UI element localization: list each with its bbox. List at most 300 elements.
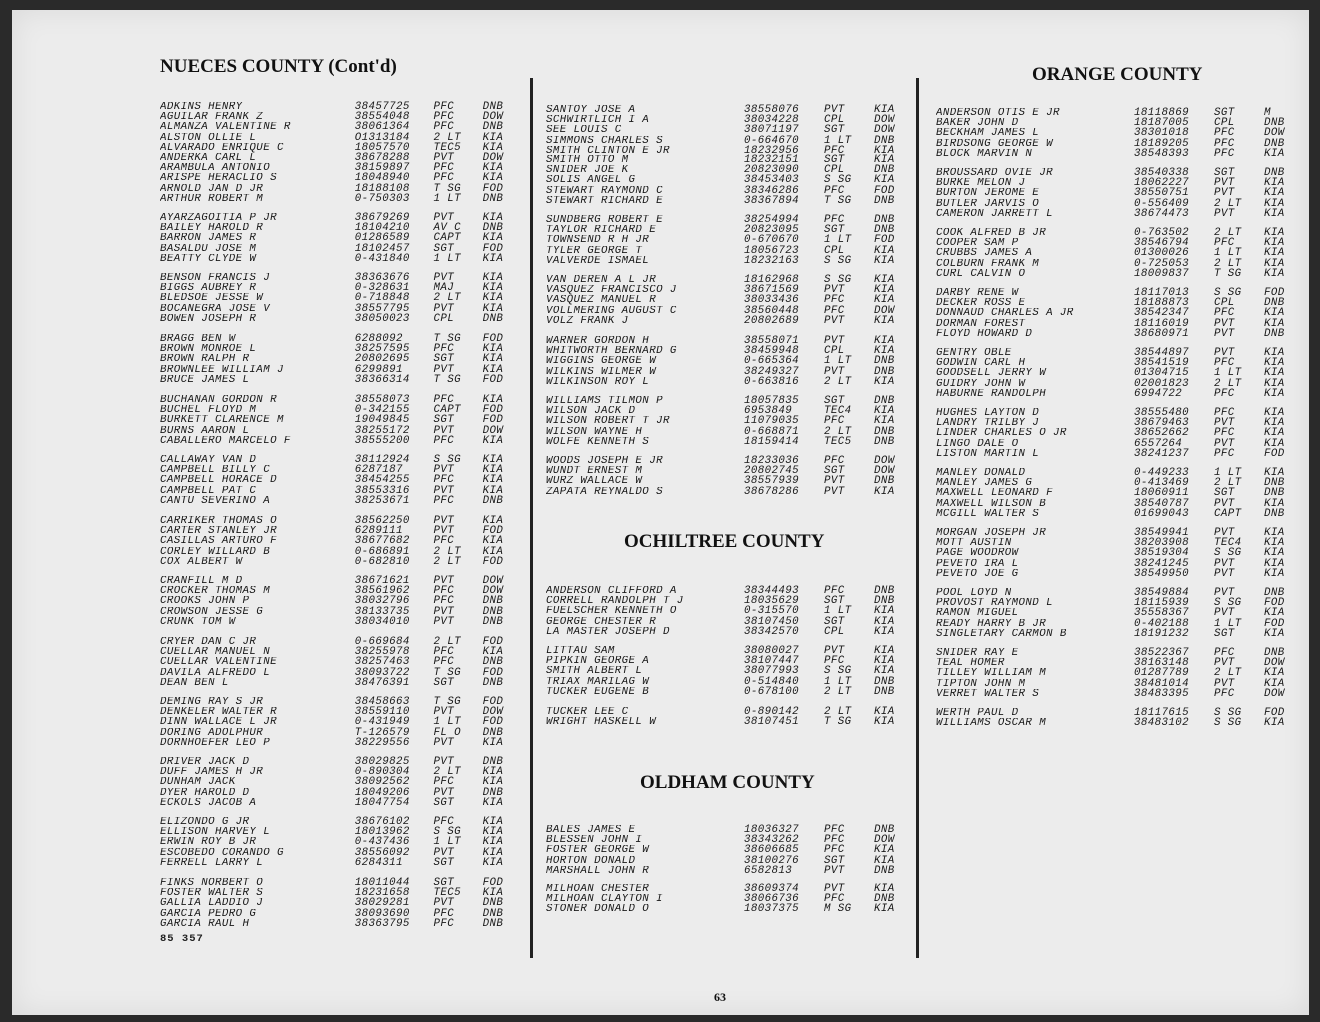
entry-name: CANTU SEVERINO A bbox=[160, 495, 271, 506]
entry-name: SCHWIRTLICH I A bbox=[546, 115, 650, 126]
entry-status: KIA bbox=[482, 484, 504, 497]
page-number: 63 bbox=[714, 990, 726, 1004]
entry-serial: 38034010 bbox=[354, 615, 410, 628]
casualty-entry bbox=[936, 329, 1306, 339]
entry-name: MAXWELL WILSON B bbox=[936, 498, 1047, 509]
casualty-entry bbox=[936, 648, 1306, 658]
entry-name: LINGO DALE O bbox=[936, 438, 1019, 449]
entry-rank: PVT bbox=[1214, 327, 1235, 340]
entry-serial: 38550751 bbox=[1134, 187, 1190, 200]
entry-status: DNB bbox=[874, 685, 895, 698]
entry-status: KIA bbox=[482, 856, 504, 869]
entry-status: KIA bbox=[1264, 387, 1285, 400]
entry-status: DNB bbox=[1264, 507, 1285, 520]
entry-name: LISTON MARTIN L bbox=[936, 448, 1040, 459]
casualty-entry bbox=[936, 128, 1306, 138]
casualty-entry bbox=[936, 559, 1306, 569]
entry-name: GARCIA RAUL H bbox=[160, 918, 250, 929]
entry-status: FOD bbox=[482, 696, 504, 708]
entry-name: SANTOY JOSE A bbox=[546, 105, 636, 116]
entry-status: KIA bbox=[874, 625, 895, 638]
entry-group bbox=[160, 455, 522, 506]
entry-status: DNB bbox=[482, 595, 504, 608]
entry-rank: PFC bbox=[824, 655, 845, 668]
casualty-entry bbox=[936, 108, 1306, 118]
casualty-entry bbox=[936, 658, 1306, 668]
entry-name: GEORGE CHESTER R bbox=[546, 616, 657, 627]
entry-rank: PVT bbox=[433, 756, 455, 768]
entry-serial: 0-890304 bbox=[354, 766, 410, 779]
entry-group bbox=[936, 528, 1306, 579]
entry-rank: 1 LT bbox=[433, 716, 461, 729]
entry-serial: 38556092 bbox=[354, 846, 410, 859]
entry-group bbox=[160, 334, 522, 385]
entry-rank: SGT bbox=[433, 796, 455, 809]
casualty-entry bbox=[160, 465, 522, 475]
entry-rank: PVT bbox=[1214, 567, 1235, 580]
entry-rank: PVT bbox=[1214, 587, 1235, 599]
entry-serial: 0-402188 bbox=[1134, 617, 1190, 630]
entry-status: KIA bbox=[482, 646, 504, 659]
entry-status: KIA bbox=[1264, 267, 1285, 280]
entry-rank: SGT bbox=[1214, 107, 1235, 119]
entry-status: FOD bbox=[1264, 617, 1285, 630]
entry-rank: 2 LT bbox=[1214, 377, 1242, 390]
entry-status: KIA bbox=[1264, 667, 1285, 680]
entry-status: DNB bbox=[482, 676, 504, 689]
entry-serial: 38541519 bbox=[1134, 357, 1190, 370]
casualty-entry bbox=[546, 225, 916, 235]
entry-rank: TEC5 bbox=[824, 435, 852, 448]
entry-rank: 2 LT bbox=[433, 545, 461, 558]
entry-name: SIMMONS CHARLES S bbox=[546, 135, 663, 146]
entry-rank: CPL bbox=[824, 244, 845, 257]
entry-name: CAMERON JARRETT L bbox=[936, 208, 1053, 219]
entry-group bbox=[936, 648, 1306, 699]
entry-serial: 38034228 bbox=[744, 114, 800, 127]
entry-status: FOD bbox=[1264, 707, 1285, 719]
entry-serial: T-126579 bbox=[354, 726, 410, 739]
entry-name: VOLLMERING AUGUST C bbox=[546, 305, 677, 316]
entry-serial: 38342570 bbox=[744, 625, 800, 638]
entry-rank: PFC bbox=[433, 101, 455, 113]
entry-rank: MAJ bbox=[433, 282, 455, 295]
entry-name: MANLEY DONALD bbox=[936, 468, 1026, 479]
entry-name: TYLER GEORGE T bbox=[546, 245, 643, 256]
entry-status: KIA bbox=[874, 844, 895, 857]
entry-rank: PVT bbox=[433, 515, 455, 527]
entry-status: KIA bbox=[874, 174, 895, 187]
casualty-entry bbox=[160, 223, 522, 233]
entry-rank: PFC bbox=[433, 776, 455, 789]
entry-serial: 01300026 bbox=[1134, 247, 1190, 260]
entry-group bbox=[160, 817, 522, 868]
entry-status: DNB bbox=[874, 425, 895, 438]
entry-rank: T SG bbox=[433, 182, 461, 195]
entry-rank: 1 LT bbox=[1214, 247, 1242, 260]
entry-serial: 18233036 bbox=[744, 455, 800, 467]
entry-rank: 1 LT bbox=[433, 836, 461, 849]
entry-status: DNB bbox=[482, 907, 504, 920]
entry-status: KIA bbox=[874, 294, 895, 307]
casualty-entry bbox=[160, 112, 522, 122]
casualty-entry bbox=[546, 894, 916, 904]
casualty-entry bbox=[546, 466, 916, 476]
casualty-entry bbox=[546, 215, 916, 225]
entry-rank: PFC bbox=[1214, 307, 1235, 320]
casualty-entry bbox=[160, 395, 522, 405]
entry-name: ESCOBEDO CORANDO G bbox=[160, 847, 284, 858]
entry-name: WILSON WAYNE H bbox=[546, 426, 643, 437]
entry-rank: 2 LT bbox=[824, 706, 852, 718]
entry-status: DOW bbox=[482, 575, 504, 587]
entry-status: KIA bbox=[1264, 197, 1285, 210]
casualty-entry bbox=[936, 668, 1306, 678]
entry-serial: 0-431949 bbox=[354, 716, 410, 729]
entry-rank: SGT bbox=[824, 395, 845, 407]
casualty-entry bbox=[160, 798, 522, 808]
entry-serial: 18189205 bbox=[1134, 137, 1190, 150]
casualty-entry bbox=[936, 608, 1306, 618]
casualty-entry bbox=[160, 344, 522, 354]
entry-rank: PVT bbox=[433, 272, 455, 284]
casualty-entry bbox=[160, 909, 522, 919]
entry-name: DENKELER WALTER R bbox=[160, 707, 277, 718]
entry-rank: SGT bbox=[433, 856, 455, 869]
entry-status: DNB bbox=[874, 595, 895, 608]
casualty-entry bbox=[936, 389, 1306, 399]
entry-rank: S SG bbox=[824, 254, 852, 267]
casualty-entry bbox=[546, 586, 916, 596]
entry-name: LINDER CHARLES O JR bbox=[936, 428, 1067, 439]
entry-serial: 0-668871 bbox=[744, 425, 800, 438]
entry-rank: PVT bbox=[433, 464, 455, 477]
entry-serial: 0-449233 bbox=[1134, 467, 1190, 479]
entry-status: KIA bbox=[482, 272, 504, 284]
casualty-entry bbox=[160, 788, 522, 798]
entry-name: BURKETT CLARENCE M bbox=[160, 415, 284, 426]
casualty-entry bbox=[160, 526, 522, 536]
entry-name: CAMPBELL BILLY C bbox=[160, 465, 271, 476]
entry-status: FOD bbox=[482, 716, 504, 729]
casualty-entry bbox=[546, 377, 916, 387]
entry-name: CAMPBELL HORACE D bbox=[160, 475, 277, 486]
entry-rank: PFC bbox=[824, 304, 845, 317]
entry-status: FOD bbox=[482, 333, 504, 345]
entry-serial: 38453403 bbox=[744, 174, 800, 187]
casualty-entry bbox=[160, 858, 522, 868]
entry-serial: 18102457 bbox=[354, 242, 410, 255]
entry-name: WILKINS WILMER W bbox=[546, 366, 657, 377]
entry-rank: PFC bbox=[824, 415, 845, 428]
entry-status: KIA bbox=[1264, 467, 1285, 479]
entry-status: KIA bbox=[1264, 147, 1285, 160]
entry-group bbox=[936, 108, 1306, 159]
casualty-entry bbox=[160, 184, 522, 194]
entry-rank: PFC bbox=[433, 656, 455, 669]
entry-name: GALLIA LADDIO J bbox=[160, 898, 264, 909]
entry-status: KIA bbox=[1264, 607, 1285, 620]
entry-serial: 38558073 bbox=[354, 394, 410, 406]
casualty-entry bbox=[936, 569, 1306, 579]
entry-serial: 20802689 bbox=[744, 314, 800, 327]
entry-name: DEAN BEN L bbox=[160, 677, 229, 688]
entry-status: DNB bbox=[482, 494, 504, 507]
entry-serial: 18056723 bbox=[744, 244, 800, 257]
entry-rank: 2 LT bbox=[824, 425, 852, 438]
entry-rank: CPL bbox=[824, 114, 845, 127]
entry-serial: 38676102 bbox=[354, 816, 410, 828]
entry-rank: CPL bbox=[433, 312, 455, 325]
entry-status: DNB bbox=[482, 121, 504, 134]
entry-rank: 2 LT bbox=[433, 131, 461, 144]
entry-rank: TEC5 bbox=[433, 141, 461, 154]
entry-serial: 0-718848 bbox=[354, 292, 410, 305]
entry-serial: 38092562 bbox=[354, 776, 410, 789]
casualty-entry bbox=[936, 259, 1306, 269]
casualty-entry bbox=[936, 139, 1306, 149]
entry-serial: 18048940 bbox=[354, 172, 410, 185]
entry-status: FOD bbox=[482, 242, 504, 255]
entry-status: KIA bbox=[1264, 427, 1285, 440]
entry-name: BENSON FRANCIS J bbox=[160, 273, 271, 284]
entry-rank: SGT bbox=[824, 465, 845, 478]
casualty-entry bbox=[546, 825, 916, 835]
entry-status: KIA bbox=[482, 796, 504, 809]
entry-status: KIA bbox=[482, 292, 504, 305]
entry-serial: 6994722 bbox=[1134, 387, 1183, 400]
casualty-entry bbox=[546, 367, 916, 377]
entry-status: KIA bbox=[482, 736, 504, 749]
entry-status: FOD bbox=[482, 636, 504, 648]
entry-name: COLBURN FRANK M bbox=[936, 258, 1040, 269]
entry-serial: 0-682810 bbox=[354, 555, 410, 568]
entry-rank: S SG bbox=[433, 454, 461, 466]
entry-serial: 20823090 bbox=[744, 164, 800, 177]
entry-rank: PFC bbox=[824, 893, 845, 906]
entry-name: FLOYD HOWARD D bbox=[936, 328, 1033, 339]
entry-serial: 38549884 bbox=[1134, 587, 1190, 599]
entry-name: CALLAWAY VAN D bbox=[160, 455, 257, 466]
casualty-entry bbox=[546, 175, 916, 185]
entry-name: SUNDBERG ROBERT E bbox=[546, 215, 663, 226]
entry-group bbox=[160, 273, 522, 324]
casualty-entry bbox=[546, 136, 916, 146]
entry-name: ARTHUR ROBERT M bbox=[160, 193, 264, 204]
entry-rank: PFC bbox=[1214, 407, 1235, 419]
entry-rank: PFC bbox=[1214, 647, 1235, 659]
entry-name: BURTON JEROME E bbox=[936, 188, 1040, 199]
casualty-entry bbox=[546, 717, 916, 727]
casualty-entry bbox=[160, 707, 522, 717]
entry-rank: 2 LT bbox=[1214, 197, 1242, 210]
entry-serial: 38346286 bbox=[744, 184, 800, 197]
entry-name: DORING ADOLPHUR bbox=[160, 727, 264, 738]
entry-status: KIA bbox=[874, 645, 895, 657]
casualty-entry bbox=[160, 254, 522, 264]
entry-status: KIA bbox=[874, 903, 895, 916]
entry-name: CROCKER THOMAS M bbox=[160, 586, 271, 597]
entry-serial: 38249327 bbox=[744, 365, 800, 378]
casualty-entry bbox=[936, 228, 1306, 238]
entry-serial: 18057570 bbox=[354, 141, 410, 154]
entry-rank: PVT bbox=[433, 846, 455, 859]
entry-name: PROVOST RAYMOND L bbox=[936, 598, 1053, 609]
casualty-entry bbox=[160, 817, 522, 827]
casualty-entry bbox=[160, 436, 522, 446]
entry-group bbox=[936, 228, 1306, 279]
entry-rank: 1 LT bbox=[824, 675, 852, 688]
entry-name: WILSON ROBERT T JR bbox=[546, 416, 670, 427]
entry-status: KIA bbox=[1264, 257, 1285, 270]
entry-status: KIA bbox=[1264, 347, 1285, 359]
entry-serial: 18060911 bbox=[1134, 487, 1190, 500]
entry-group bbox=[546, 707, 916, 727]
casualty-entry bbox=[546, 356, 916, 366]
entry-serial: 0-413469 bbox=[1134, 477, 1190, 490]
entry-name: READY HARRY B JR bbox=[936, 618, 1047, 629]
entry-status: KIA bbox=[482, 464, 504, 477]
entry-rank: T SG bbox=[824, 716, 852, 729]
entry-serial: 38557795 bbox=[354, 302, 410, 315]
casualty-entry bbox=[546, 476, 916, 486]
entry-status: DNB bbox=[874, 164, 895, 177]
entry-name: BLOCK MARVIN N bbox=[936, 148, 1033, 159]
entry-name: MAXWELL LEONARD F bbox=[936, 488, 1053, 499]
county-title-oldham: OLDHAM COUNTY bbox=[640, 772, 815, 793]
entry-rank: CPL bbox=[824, 164, 845, 177]
entry-group bbox=[546, 396, 916, 447]
casualty-entry bbox=[936, 689, 1306, 699]
entry-name: LA MASTER JOSEPH D bbox=[546, 626, 670, 637]
entry-serial: 0-750303 bbox=[354, 192, 410, 205]
entry-serial: 38112924 bbox=[354, 454, 410, 466]
entry-rank: PFC bbox=[1214, 687, 1235, 700]
entry-name: BARRON JAMES R bbox=[160, 233, 257, 244]
entry-status: KIA bbox=[1264, 367, 1285, 380]
entry-rank: M SG bbox=[824, 903, 852, 916]
entry-serial: 38093722 bbox=[354, 666, 410, 679]
entry-name: SNIDER JOE K bbox=[546, 165, 629, 176]
casualty-entry bbox=[546, 856, 916, 866]
entry-status: KIA bbox=[1264, 527, 1285, 539]
entry-name: BROWN MONROE L bbox=[160, 344, 257, 355]
entry-rank: PFC bbox=[433, 535, 455, 548]
entry-rank: 2 LT bbox=[824, 685, 852, 698]
entry-rank: PFC bbox=[433, 111, 455, 124]
entry-name: HABURNE RANDOLPH bbox=[936, 388, 1047, 399]
entry-serial: 18115939 bbox=[1134, 597, 1190, 610]
entry-serial: 38255978 bbox=[354, 646, 410, 659]
entry-name: POOL LOYD N bbox=[936, 588, 1012, 599]
casualty-entry bbox=[546, 336, 916, 346]
entry-name: DEMING RAY S JR bbox=[160, 697, 264, 708]
entry-name: CORRELL RANDOLPH T J bbox=[546, 596, 684, 607]
entry-status: KIA bbox=[874, 144, 895, 157]
casualty-entry bbox=[160, 405, 522, 415]
entry-name: ANDERSON OTIS E JR bbox=[936, 108, 1060, 119]
entry-status: KIA bbox=[482, 515, 504, 527]
entry-serial: 38679269 bbox=[354, 212, 410, 224]
casualty-entry bbox=[936, 548, 1306, 558]
entry-serial: 38066736 bbox=[744, 893, 800, 906]
entry-name: FINKS NORBERT O bbox=[160, 878, 264, 889]
entry-name: BROUSSARD OVIE JR bbox=[936, 168, 1053, 179]
entry-status: DNB bbox=[482, 101, 504, 113]
casualty-entry bbox=[546, 646, 916, 656]
casualty-entry bbox=[546, 235, 916, 245]
entry-status: KIA bbox=[1264, 717, 1285, 730]
entry-serial: 38229556 bbox=[354, 736, 410, 749]
entry-status: DNB bbox=[874, 214, 895, 226]
entry-serial: 38553316 bbox=[354, 484, 410, 497]
casualty-entry bbox=[160, 153, 522, 163]
entry-rank: 2 LT bbox=[1214, 257, 1242, 270]
entry-rank: PVT bbox=[433, 212, 455, 224]
casualty-entry bbox=[936, 449, 1306, 459]
entry-serial: 18162968 bbox=[744, 274, 800, 286]
entry-serial: 38557939 bbox=[744, 475, 800, 488]
casualty-entry bbox=[160, 426, 522, 436]
county-title-nueces: NUECES COUNTY (Cont'd) bbox=[160, 56, 397, 77]
casualty-entry bbox=[546, 904, 916, 914]
entry-status: DNB bbox=[1264, 487, 1285, 500]
casualty-entry bbox=[936, 588, 1306, 598]
entry-rank: 1 LT bbox=[433, 192, 461, 205]
casualty-entry bbox=[546, 316, 916, 326]
entry-serial: 20802695 bbox=[354, 353, 410, 366]
entry-status: FOD bbox=[482, 404, 504, 417]
casualty-entry bbox=[160, 283, 522, 293]
entry-rank: PFC bbox=[433, 595, 455, 608]
entry-status: KIA bbox=[1264, 537, 1285, 550]
entry-status: FOD bbox=[482, 182, 504, 195]
entry-rank: PVT bbox=[1214, 187, 1235, 200]
casualty-entry bbox=[160, 496, 522, 506]
entry-rank: PFC bbox=[824, 455, 845, 467]
entry-status: DOW bbox=[874, 124, 895, 137]
entry-status: KIA bbox=[1264, 407, 1285, 419]
entry-name: CROWSON JESSE G bbox=[160, 606, 264, 617]
footer-code: 85 357 bbox=[160, 933, 204, 945]
entry-name: SMITH OTTO M bbox=[546, 155, 629, 166]
casualty-entry bbox=[936, 248, 1306, 258]
entry-name: WOODS JOSEPH E JR bbox=[546, 456, 663, 467]
entry-status: KIA bbox=[1264, 177, 1285, 190]
entry-status: KIA bbox=[482, 776, 504, 789]
casualty-entry bbox=[160, 576, 522, 586]
entry-status: DNB bbox=[482, 726, 504, 739]
entry-name: GENTRY OBLE bbox=[936, 348, 1012, 359]
entry-name: ALMANZA VALENTINE R bbox=[160, 122, 291, 133]
entry-status: KIA bbox=[1264, 227, 1285, 239]
entry-name: TUCKER LEE C bbox=[546, 707, 629, 718]
entry-status: KIA bbox=[482, 836, 504, 849]
entry-rank: PFC bbox=[433, 162, 455, 175]
casualty-entry bbox=[936, 298, 1306, 308]
entry-status: KIA bbox=[1264, 417, 1285, 430]
casualty-entry bbox=[936, 619, 1306, 629]
entry-rank: SGT bbox=[433, 414, 455, 427]
entry-serial: 18104210 bbox=[354, 222, 410, 235]
casualty-entry bbox=[936, 418, 1306, 428]
entry-group bbox=[160, 516, 522, 567]
casualty-entry bbox=[160, 516, 522, 526]
entry-serial: 38077993 bbox=[744, 665, 800, 678]
casualty-entry bbox=[160, 314, 522, 324]
entry-rank: PFC bbox=[433, 394, 455, 406]
entry-rank: PFC bbox=[824, 294, 845, 307]
